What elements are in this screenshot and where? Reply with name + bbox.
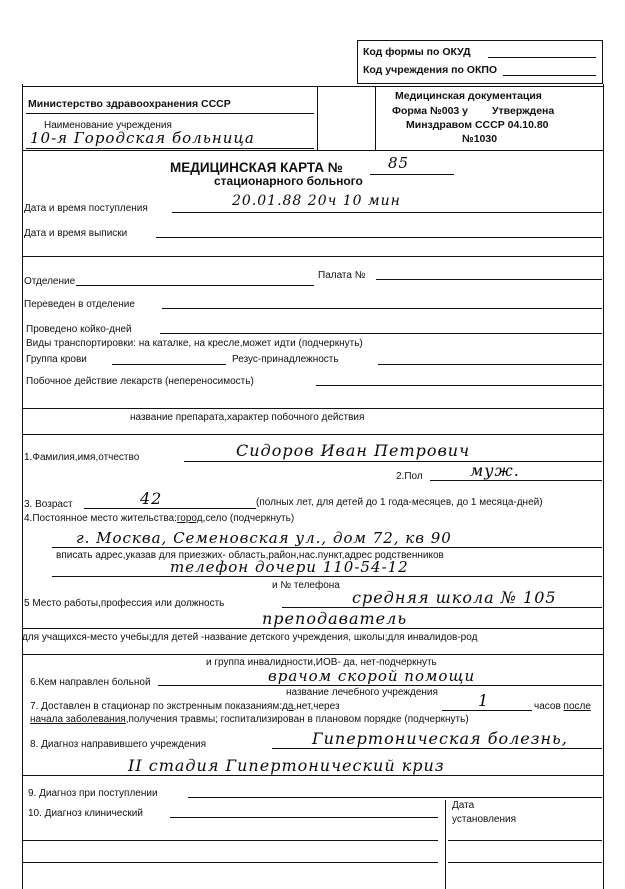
admission-value[interactable]: 20.01.88 20ч 10 мин [232,193,401,209]
card-number[interactable]: 85 [388,154,410,172]
right-margin-line [603,84,604,889]
discharge-label: Дата и время выписки [24,228,128,239]
diag-ref-value[interactable]: Гипертоническая болезнь, [312,729,568,748]
delivered-line-a: 7. Доставлен в стационар по экстренным показаниям:да,нет,через [30,701,340,712]
profession-value[interactable]: преподаватель [262,609,408,628]
referred-value[interactable]: врачом скорой помощи [268,667,476,685]
date-column-divider [445,800,446,889]
okpo-label: Код учреждения по ОКПО [363,64,498,76]
students-note: для учащихся-место учебы;для детей -название детского учреждения, школы;для инвалидов-род [22,632,478,643]
header-divider-1 [317,86,318,150]
delivered-hours[interactable]: 1 [478,691,490,710]
drug-caption: название препарата,характер побочного действия [130,412,365,423]
card-number-line [370,174,454,175]
codes-box [357,40,603,84]
rh-line[interactable] [378,364,602,365]
address-line [52,547,602,548]
name-label: 1.Фамилия,имя,отчество [24,452,140,463]
header-bottom-rule [22,150,603,151]
blank-line-3 [22,434,603,435]
institution-line [26,148,314,149]
ministry-underline [26,113,314,114]
date-label: Дата [452,800,475,811]
blank-line-1 [22,256,603,257]
sex-line [430,480,602,481]
diag-admit-line[interactable] [188,797,602,798]
delivered-yes-underlined: да [282,701,294,712]
diag-ref-line [272,748,602,749]
delivered-line-b: начала заболевания,получения травмы; госпитализирован в плановом порядке (подчеркнуть) [30,714,469,725]
diag-clinical-line-2[interactable] [22,840,438,841]
ward-line[interactable] [376,279,602,280]
bed-days-line[interactable] [160,333,602,334]
work-line [282,607,602,608]
work-label: 5 Место работы,профессия или должность [24,598,225,609]
admission-label: Дата и время поступления [24,203,148,214]
delivered-hours-unit: часов после [534,701,591,712]
institution-value[interactable]: 10-я Городская больница [30,129,255,147]
phone-line [52,576,602,577]
discharge-line[interactable] [156,237,602,238]
referred-line [158,685,602,686]
diag-clinical-line-3[interactable] [22,862,438,863]
delivered-after-underlined: после [563,701,591,712]
name-value[interactable]: Сидоров Иван Петрович [236,441,471,460]
age-label: 3. Возраст [24,499,73,510]
department-label: Отделение [24,276,76,287]
admission-line [172,212,602,213]
diag-clinical-line-1[interactable] [170,817,438,818]
side-effect-label: Побочное действие лекарств (непереносимость) [26,376,254,387]
onset-underlined: начала заболевания [30,714,126,725]
rh-label: Резус-принадлежность [232,354,339,365]
header-divider-2 [375,86,376,150]
phone-value[interactable]: телефон дочери 110-54-12 [170,558,409,576]
header-top-rule [22,86,603,87]
left-margin-line [22,84,23,889]
blood-line[interactable] [112,364,226,365]
sex-label: 2.Пол [396,471,423,482]
card-title: МЕДИЦИНСКАЯ КАРТА № [170,160,343,175]
date-label-2: установления [452,814,517,825]
side-effect-line[interactable] [316,385,602,386]
diag-ref-value-2[interactable]: II стадия Гипертонический криз [128,756,445,775]
referred-label: 6.Кем направлен больной [30,677,151,688]
name-line [184,461,602,462]
address-value[interactable]: г. Москва, Семеновская ул., дом 72, кв 90 [76,529,452,547]
age-line [84,508,256,509]
okud-line[interactable] [488,57,596,58]
blank-line-2 [22,408,603,409]
transferred-label: Переведен в отделение [24,299,135,310]
profession-line [22,628,603,629]
diag-clinical-label: 10. Диагноз клинический [28,808,143,819]
blood-label: Группа крови [26,354,87,365]
date-line-1[interactable] [448,840,602,841]
okpo-line[interactable] [503,75,596,76]
bed-days-label: Проведено койко-дней [26,324,132,335]
blank-line-4 [22,654,603,655]
transferred-line[interactable] [162,308,602,309]
approved-text: Утверждена [492,105,555,117]
institution-label: Наименование учреждения [44,120,172,131]
date-line-2[interactable] [448,862,602,863]
diag-ref-label: 8. Диагноз направившего учреждения [30,739,207,750]
hours-line [442,710,532,711]
order-number: №1030 [462,133,498,145]
phone-caption: и № телефона [272,580,340,591]
okud-label: Код формы по ОКУД [363,46,471,58]
disability-note: и группа инвалидности,ИОВ- да, нет-подчеркнуть [206,657,437,668]
ministry-text: Министерство здравоохранения СССР [28,98,231,110]
card-subtitle: стационарного больного [214,174,363,188]
diag-admit-label: 9. Диагноз при поступлении [28,788,158,799]
doc-type: Медицинская документация [395,90,542,102]
residence-label: 4.Постоянное место жительства:город,село (подчеркнуть) [24,513,295,524]
address-note: вписать адрес,указав для приезжих- область,район,нас.пункт,адрес родственников [56,550,444,561]
age-note: (полных лет, для детей до 1 года-месяцев, до 1 месяца-дней) [256,497,543,508]
diag-ref-line-2 [22,775,603,776]
sex-value[interactable]: муж. [470,461,520,480]
work-value[interactable]: средняя школа № 105 [352,588,557,607]
ministry-approval: Минздравом СССР 04.10.80 [406,119,549,131]
transport-label: Виды транспортировки: на каталке, на кресле,может идти (подчеркнуть) [26,338,363,349]
department-line[interactable] [76,285,314,286]
residence-city-underlined: город [176,513,203,524]
form-number: Форма №003 у [392,105,469,117]
age-value[interactable]: 42 [140,489,163,508]
referred-caption: название лечебного учреждения [286,687,438,698]
ward-label: Палата № [318,270,366,281]
